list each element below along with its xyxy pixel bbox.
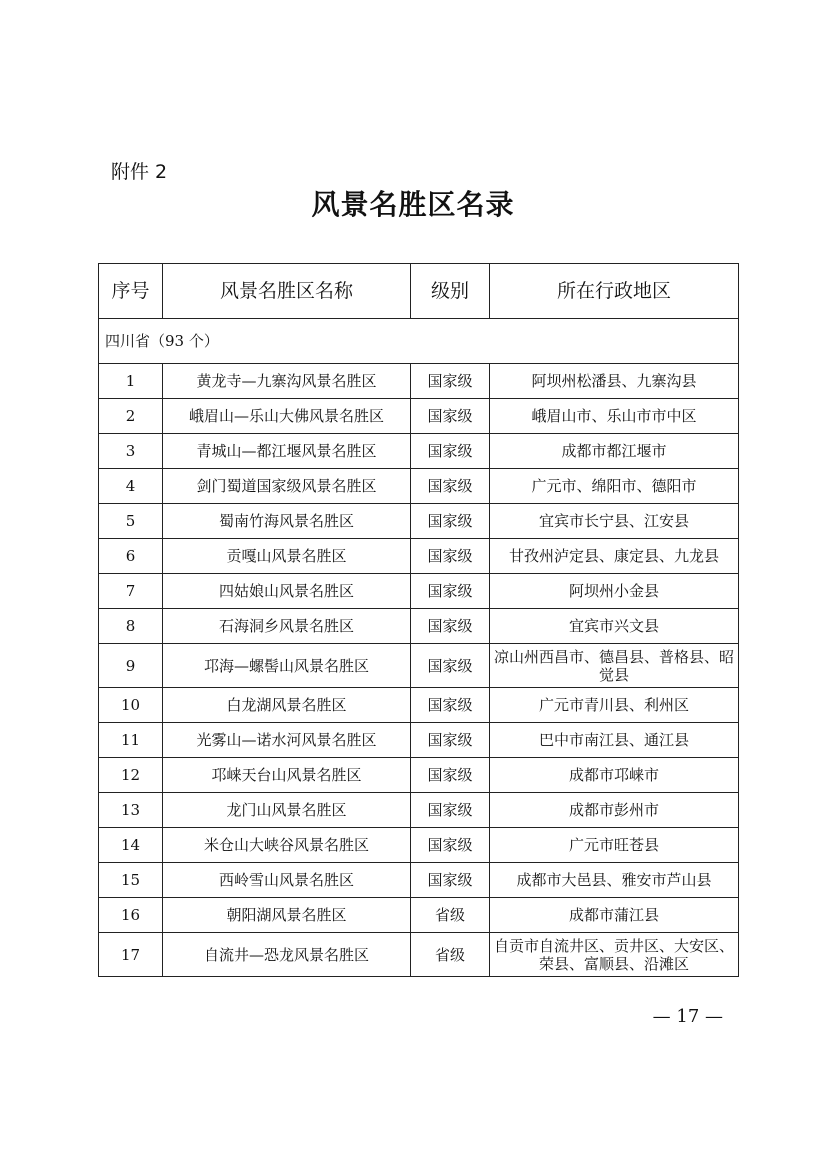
cell-level: 省级 (411, 898, 490, 933)
cell-no: 13 (99, 793, 163, 828)
table-row (99, 609, 739, 644)
cell-region: 成都市邛崃市 (490, 758, 739, 793)
cell-region: 甘孜州泸定县、康定县、九龙县 (490, 539, 739, 574)
province-group-label: 四川省（93 个） (99, 319, 739, 364)
cell-no: 12 (99, 758, 163, 793)
cell-name: 青城山—都江堰风景名胜区 (163, 434, 411, 469)
cell-region: 宜宾市兴文县 (490, 609, 739, 644)
cell-region: 成都市蒲江县 (490, 898, 739, 933)
cell-region: 广元市青川县、利州区 (490, 688, 739, 723)
cell-level: 国家级 (411, 504, 490, 539)
cell-name: 白龙湖风景名胜区 (163, 688, 411, 723)
cell-name: 龙门山风景名胜区 (163, 793, 411, 828)
group-row (99, 319, 739, 364)
cell-level: 国家级 (411, 539, 490, 574)
cell-no: 2 (99, 399, 163, 434)
cell-region: 凉山州西昌市、德昌县、普格县、昭觉县 (490, 644, 739, 688)
cell-no: 17 (99, 933, 163, 977)
table-row (99, 504, 739, 539)
cell-name: 峨眉山—乐山大佛风景名胜区 (163, 399, 411, 434)
table-row (99, 898, 739, 933)
table-row (99, 399, 739, 434)
cell-no: 8 (99, 609, 163, 644)
cell-level: 国家级 (411, 469, 490, 504)
table-row (99, 758, 739, 793)
cell-level: 国家级 (411, 399, 490, 434)
table-row (99, 723, 739, 758)
cell-level: 国家级 (411, 609, 490, 644)
attachment-label: 附件 2 (111, 161, 168, 183)
table-row (99, 364, 739, 399)
table-row (99, 574, 739, 609)
cell-no: 3 (99, 434, 163, 469)
cell-no: 10 (99, 688, 163, 723)
cell-region: 成都市都江堰市 (490, 434, 739, 469)
table-row (99, 863, 739, 898)
cell-level: 国家级 (411, 688, 490, 723)
cell-no: 4 (99, 469, 163, 504)
cell-level: 国家级 (411, 364, 490, 399)
header-name: 风景名胜区名称 (163, 264, 411, 319)
cell-no: 15 (99, 863, 163, 898)
cell-region: 阿坝州松潘县、九寨沟县 (490, 364, 739, 399)
cell-region: 广元市旺苍县 (490, 828, 739, 863)
cell-name: 贡嘎山风景名胜区 (163, 539, 411, 574)
header-no: 序号 (99, 264, 163, 319)
table-row (99, 828, 739, 863)
cell-no: 7 (99, 574, 163, 609)
page-number: — 17 — (652, 1006, 723, 1027)
cell-region: 广元市、绵阳市、德阳市 (490, 469, 739, 504)
table-row (99, 539, 739, 574)
cell-region: 巴中市南江县、通江县 (490, 723, 739, 758)
scenic-areas-table (98, 263, 739, 977)
cell-name: 黄龙寺—九寨沟风景名胜区 (163, 364, 411, 399)
cell-name: 四姑娘山风景名胜区 (163, 574, 411, 609)
cell-level: 国家级 (411, 644, 490, 688)
cell-name: 朝阳湖风景名胜区 (163, 898, 411, 933)
cell-name: 西岭雪山风景名胜区 (163, 863, 411, 898)
cell-no: 6 (99, 539, 163, 574)
cell-name: 自流井—恐龙风景名胜区 (163, 933, 411, 977)
cell-name: 米仓山大峡谷风景名胜区 (163, 828, 411, 863)
cell-name: 邛崃天台山风景名胜区 (163, 758, 411, 793)
table-row (99, 793, 739, 828)
table-header-row (99, 264, 739, 319)
cell-name: 蜀南竹海风景名胜区 (163, 504, 411, 539)
cell-no: 5 (99, 504, 163, 539)
cell-no: 1 (99, 364, 163, 399)
table-row (99, 434, 739, 469)
cell-level: 国家级 (411, 723, 490, 758)
cell-name: 邛海—螺髻山风景名胜区 (163, 644, 411, 688)
cell-level: 国家级 (411, 434, 490, 469)
cell-level: 国家级 (411, 574, 490, 609)
cell-region: 成都市彭州市 (490, 793, 739, 828)
cell-no: 16 (99, 898, 163, 933)
cell-level: 国家级 (411, 863, 490, 898)
page-title: 风景名胜区名录 (311, 188, 515, 221)
table-row (99, 469, 739, 504)
cell-name: 光雾山—诺水河风景名胜区 (163, 723, 411, 758)
cell-region: 成都市大邑县、雅安市芦山县 (490, 863, 739, 898)
table-row (99, 933, 739, 977)
header-level: 级别 (411, 264, 490, 319)
table-row (99, 644, 739, 688)
cell-name: 剑门蜀道国家级风景名胜区 (163, 469, 411, 504)
cell-region: 峨眉山市、乐山市市中区 (490, 399, 739, 434)
cell-no: 9 (99, 644, 163, 688)
cell-no: 14 (99, 828, 163, 863)
cell-no: 11 (99, 723, 163, 758)
cell-region: 自贡市自流井区、贡井区、大安区、荣县、富顺县、沿滩区 (490, 933, 739, 977)
cell-level: 国家级 (411, 828, 490, 863)
cell-level: 省级 (411, 933, 490, 977)
cell-level: 国家级 (411, 758, 490, 793)
cell-region: 阿坝州小金县 (490, 574, 739, 609)
header-region: 所在行政地区 (490, 264, 739, 319)
cell-level: 国家级 (411, 793, 490, 828)
table-row (99, 688, 739, 723)
cell-region: 宜宾市长宁县、江安县 (490, 504, 739, 539)
cell-name: 石海洞乡风景名胜区 (163, 609, 411, 644)
